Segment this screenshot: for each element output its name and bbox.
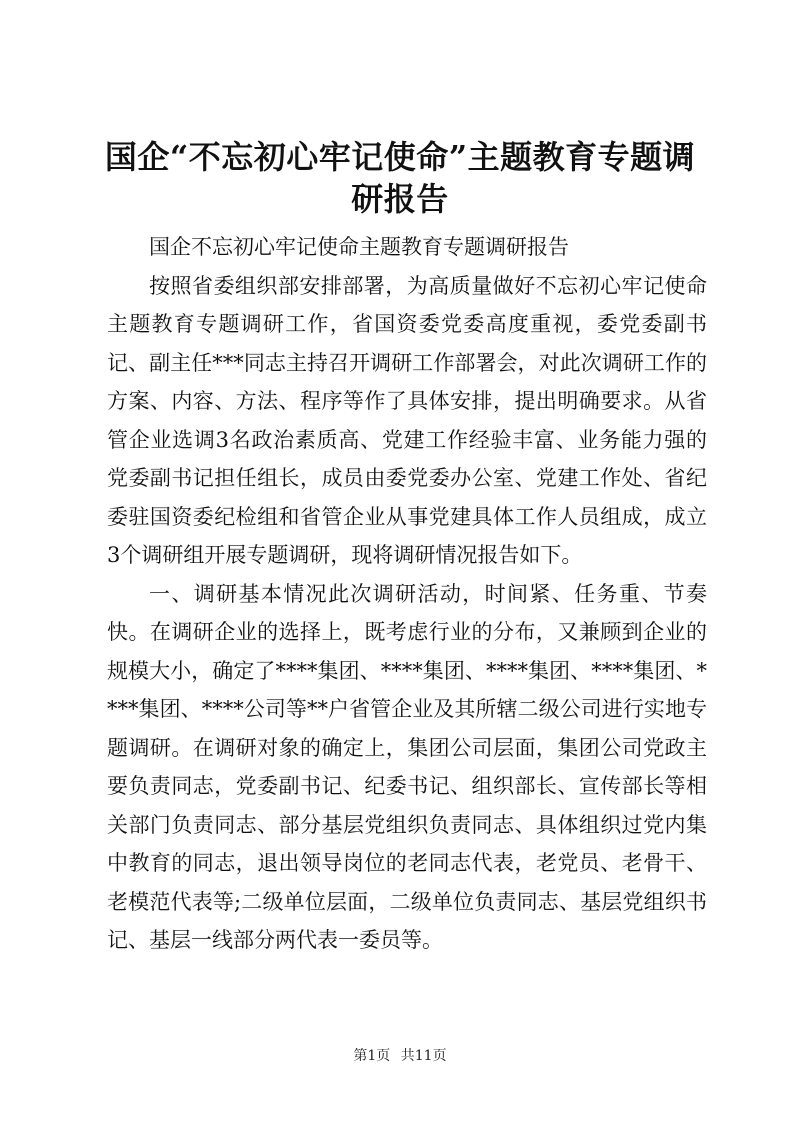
document-body xyxy=(107,228,707,960)
page-total: 共11页 xyxy=(400,1048,447,1064)
page-number: 第1页 xyxy=(353,1048,391,1064)
paragraph-research-overview: 一、调研基本情况此次调研活动，时间紧、任务重、节奏快。在调研企业的选择上，既考虑行业的分布，又兼顾到企业的规模大小，确定了****集团、****集团、****集团、****集团、****集团、****公司等**户省管企业及其所辖二级公司进行实地专题调研。在调研对象的确定上，集团公司层面，集团公司党政主要负责同志，党委副书记、纪委书记、组织部长、宣传部长等相关部门负责同志、部分基层党组织负责同志、具体组织过党内集中教育的同志，退出领导岗位的老同志代表，老党员、老骨干、老模范代表等;二级单位层面，二级单位负责同志、基层党组织书记、基层一线部分两代表一委员等。 xyxy=(107,581,707,952)
paragraph-arrangement: 按照省委组织部安排部署，为高质量做好不忘初心牢记使命主题教育专题调研工作，省国资委党委高度重视，委党委副书记、副主任***同志主持召开调研工作部署会，对此次调研工作的方案、内容、方法、程序等作了具体安排，提出明确要求。从省管企业选调3名政治素质高、党建工作经验丰富、业务能力强的党委副书记担任组长，成员由委党委办公室、党建工作处、省纪委驻国资委纪检组和省管企业从事党建具体工作人员组成，成立3个调研组开展专题调研，现将调研情况报告如下。 xyxy=(107,273,707,567)
page-footer xyxy=(0,1047,800,1065)
document-subtitle: 国企不忘初心牢记使命主题教育专题调研报告 xyxy=(149,235,569,259)
document-title: 国企“不忘初心牢记使命”主题教育专题调研报告 xyxy=(104,138,696,218)
